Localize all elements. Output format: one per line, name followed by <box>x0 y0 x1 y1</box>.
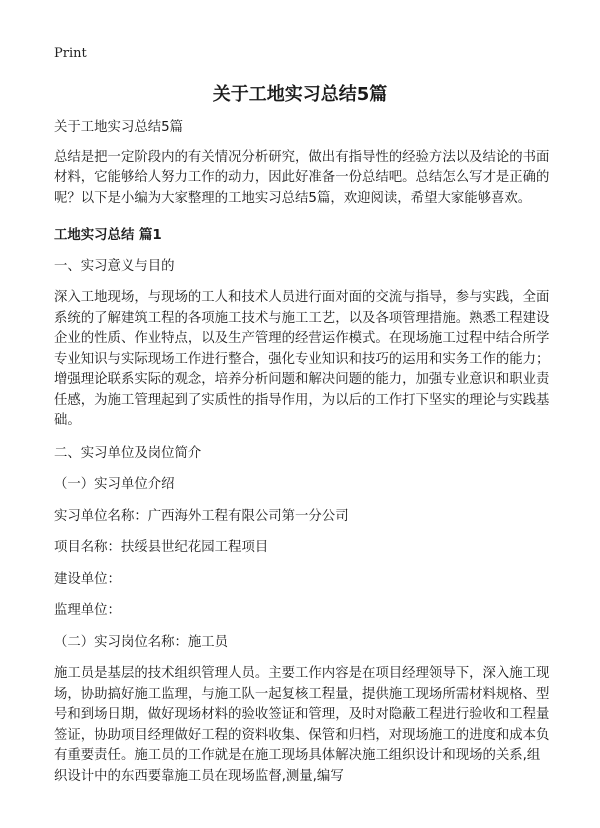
print-link[interactable]: Print <box>54 46 87 61</box>
heading-unit-and-post: 二、实习单位及岗位简介 <box>54 445 202 461</box>
intro-paragraph: 总结是把一定阶段内的有关情况分析研究，做出有指导性的经验方法以及结论的书面材料，它能够给人努力工作的动力，因此好准备一份总结吧。总结怎么写才是正确的呢？以下是小编为大家整理的工地实习总结5篇，欢迎阅读，希望大家能够喜欢。 <box>54 149 550 206</box>
section-title: 工地实习总结 篇1 <box>54 228 162 243</box>
builder-line: 建设单位： <box>54 571 121 587</box>
document-body <box>54 118 552 787</box>
unit-name-line: 实习单位名称：广西海外工程有限公司第一分公司 <box>54 508 349 524</box>
document-title: 关于工地实习总结5篇 <box>212 84 388 105</box>
heading-post-name: （二）实习岗位名称：施工员 <box>54 634 229 650</box>
supervisor-line: 监理单位： <box>54 603 121 618</box>
document-subtitle: 关于工地实习总结5篇 <box>54 120 184 135</box>
project-name-line: 项目名称：扶绥县世纪花园工程项目 <box>54 540 269 555</box>
purpose-paragraph: 深入工地现场，与现场的工人和技术人员进行面对面的交流与指导，参与实践，全面系统的了解建筑工程的各项施工技术与施工工艺，以及各项管理措施。熟悉工程建设企业的性质、作业特点，以及生产管理的经营运作模式。在现场施工过程中结合所学专业知识与实际现场工作进行整合，强化专业知识和技巧的运用和实务工作的能力；增强理论联系实际的观念，培养分析问题和解决问题的能力，加强专业意识和职业责任感，为施工管理起到了实质性的指导作用，为以后的工作打下坚实的理论与实践基础。 <box>54 290 550 428</box>
post-description-paragraph: 施工员是基层的技术组织管理人员。主要工作内容是在项目经理领导下，深入施工现场，协助搞好施工监理，与施工队一起复核工程量，提供施工现场所需材料规格、型号和到场日期，做好现场材料的验收签证和管理，及时对隐蔽工程进行验收和工程量签证，协助项目经理做好工程的资料收集、保管和归档，对现场施工的进度和成本负有重要责任。施工员的工作就是在施工现场具体解决施工组织设计和现场的关系,组织设计中的东西要靠施工员在现场监督,测量,编写 <box>54 666 550 784</box>
heading-unit-intro: （一）实习单位介绍 <box>54 477 175 492</box>
heading-purpose: 一、实习意义与目的 <box>54 258 175 274</box>
